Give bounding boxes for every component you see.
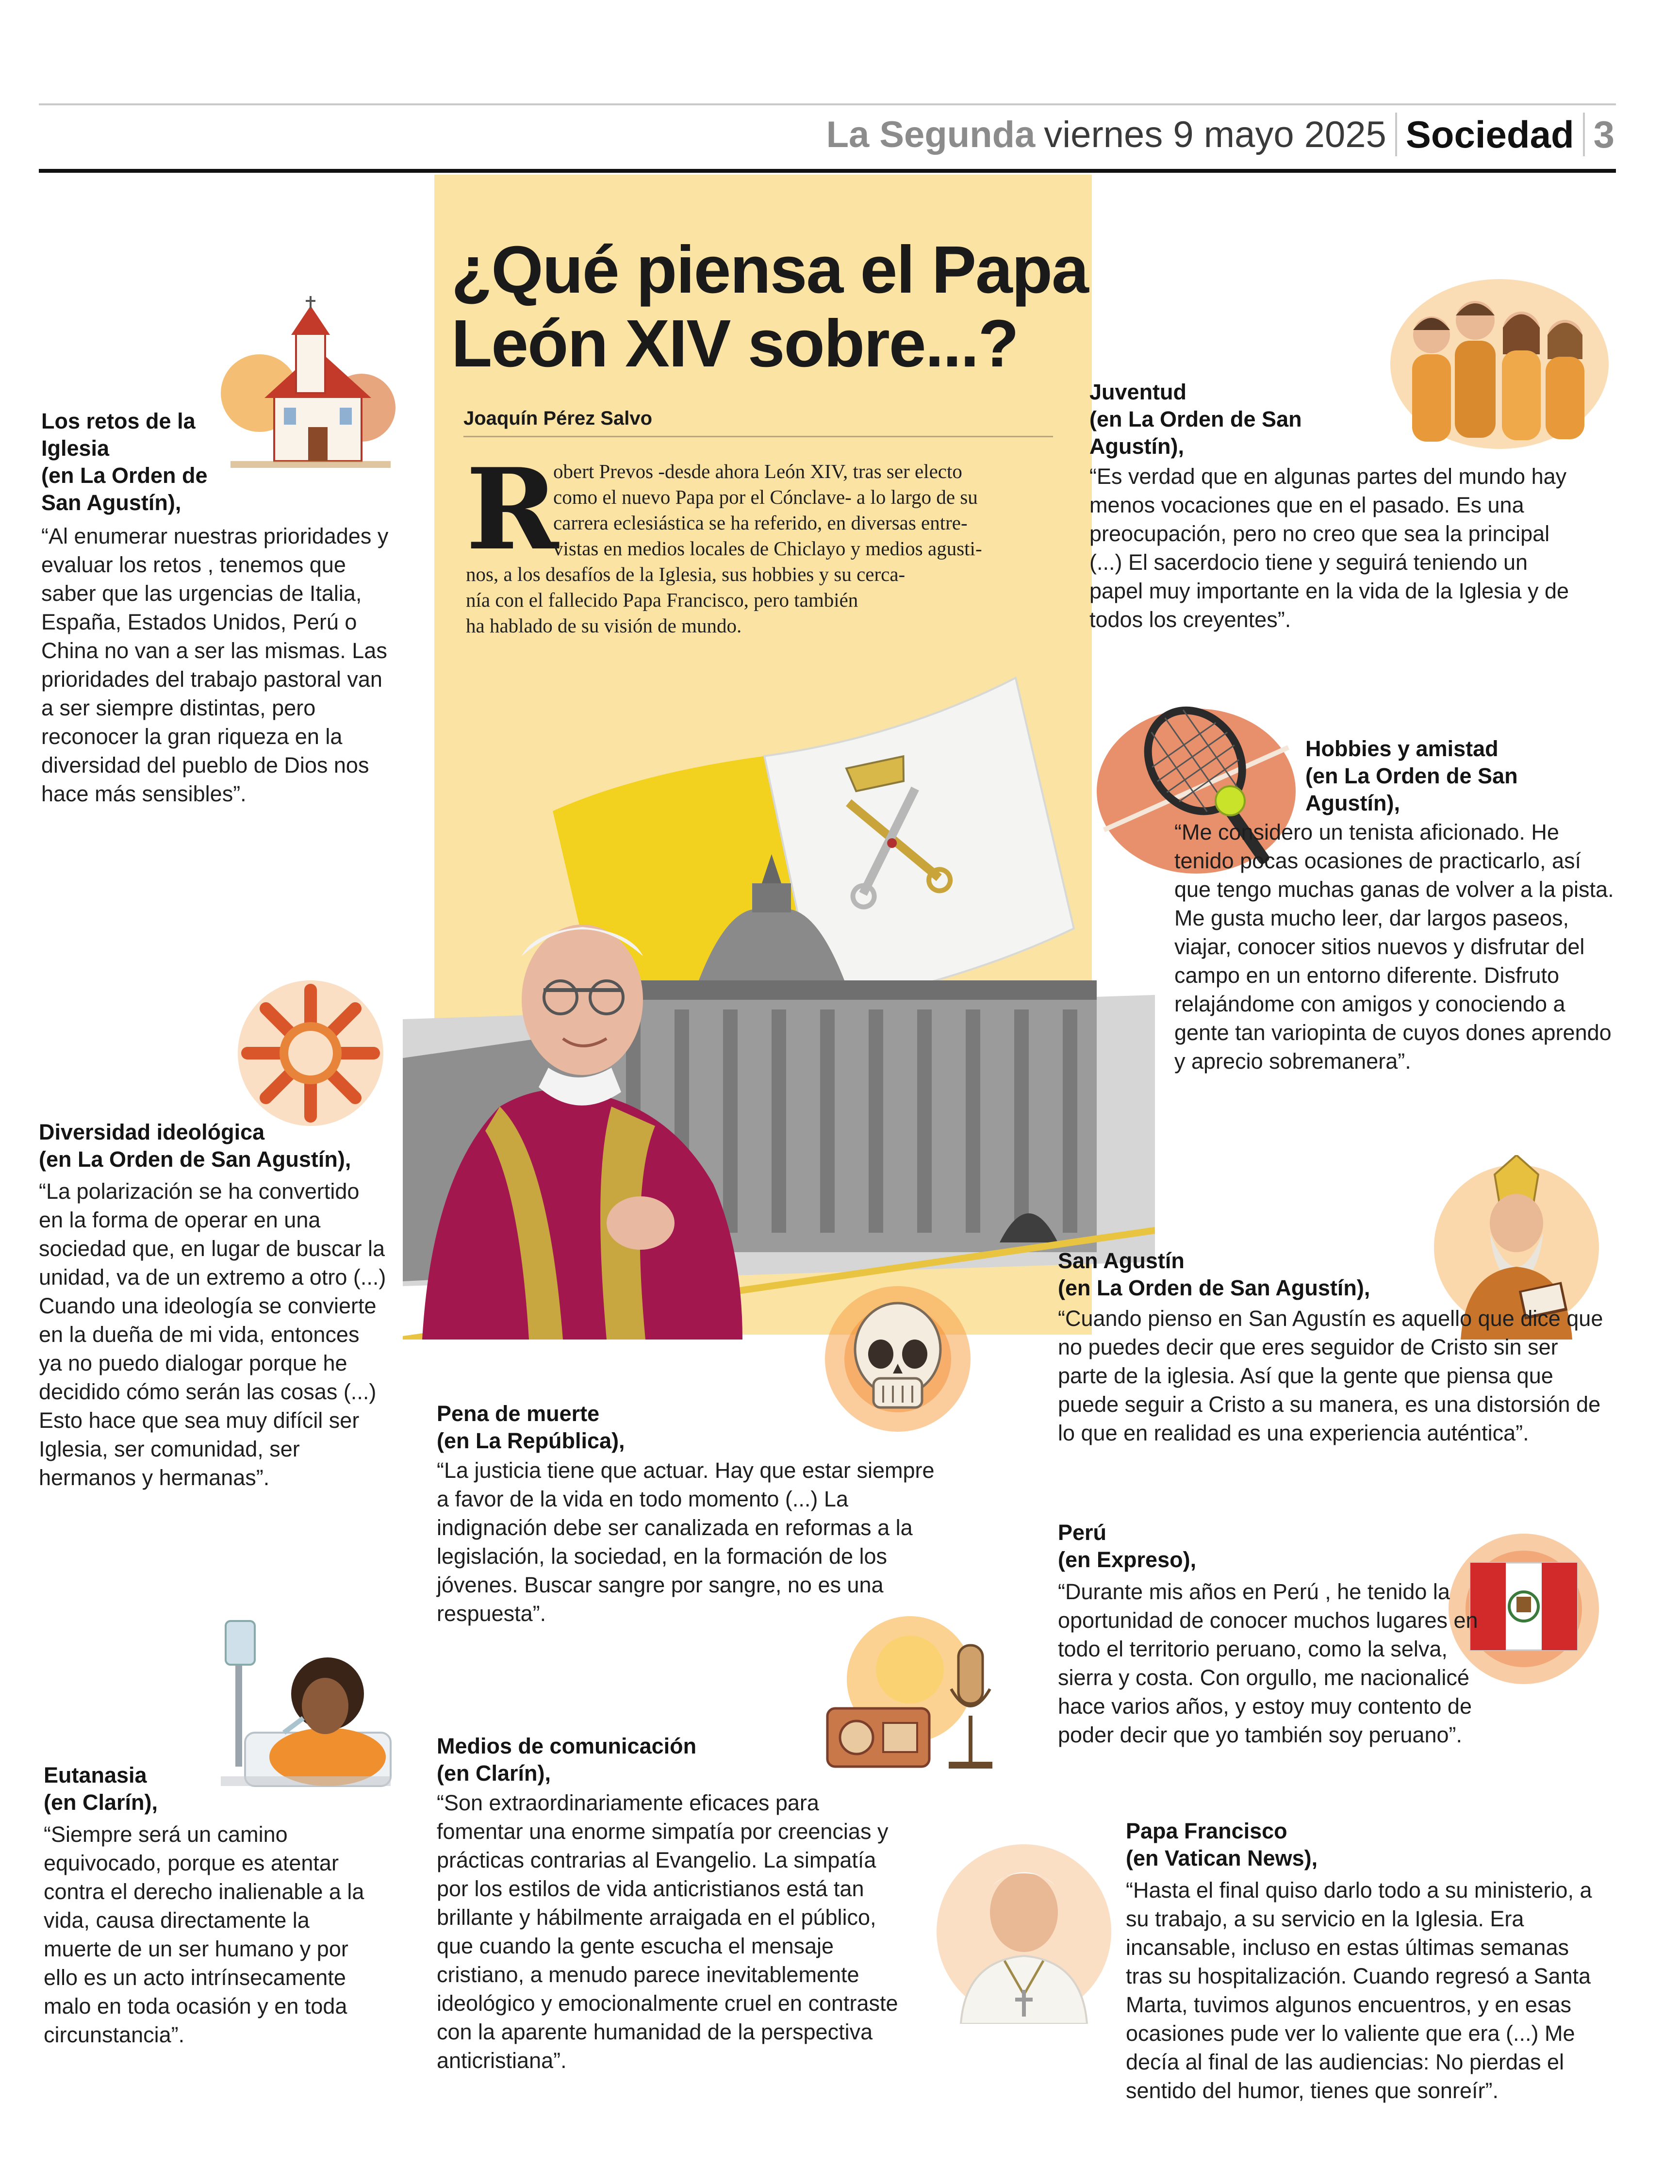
intro-line: nos, a los desafíos de la Iglesia, sus hobbies y su cerca- <box>466 563 906 585</box>
page-number: 3 <box>1593 113 1614 156</box>
section-title-francisco: Papa Francisco (en Vatican News), <box>1126 1819 1318 1870</box>
intro-line: como el nuevo Papa por el Cónclave- a lo largo de su <box>553 486 978 508</box>
intro-line: ha hablado de su visión de mundo. <box>466 614 742 637</box>
drop-cap: R <box>466 444 559 575</box>
skull-icon <box>820 1281 975 1441</box>
section-title-diversidad: Diversidad ideológica (en La Orden de San Agustín), <box>39 1120 351 1172</box>
section-name: Sociedad <box>1405 113 1574 156</box>
hands-circle-icon <box>228 971 393 1136</box>
section-quote-pena-muerte: “La justicia tiene que actuar. Hay que estar siempre a favor de la vida en todo momento (...) La indignación debe ser canalizada en reformas a la legislación, la sociedad, en la formación de los jóvenes. Buscar sangre por sangre, no es una respuesta”. <box>437 1458 935 1626</box>
intro-line: carrera eclesiástica se ha referido, en diversas entre- <box>553 512 968 534</box>
byline-rule <box>463 436 1053 437</box>
headline: ¿Qué piensa el Papa León XIV sobre...? <box>451 232 1088 381</box>
section-quote-peru: “Durante mis años en Perú , he tenido la oportunidad de conocer muchos lugares en todo el territorio peruano, como la selva, sierra y costa. Con orgullo, me nacionalicé hace varios años, y estoy muy contento de poder decir que yo también soy peruano”. <box>1058 1579 1478 1747</box>
byline: Joaquín Pérez Salvo <box>463 408 653 429</box>
intro-line: obert Prevos -desde ahora León XIV, tras ser electo <box>553 460 962 482</box>
masthead-top-rule <box>39 103 1616 105</box>
section-title-hobbies: Hobbies y amistad (en La Orden de San Agustín), <box>1305 736 1518 815</box>
section-title-peru: Perú (en Expreso), <box>1058 1520 1197 1572</box>
section-title-retos: Los retos de la Iglesia (en La Orden de San Agustín), <box>41 409 208 515</box>
section-quote-francisco: “Hasta el final quiso darlo todo a su ministerio, a su trabajo, a su servicio en la Iglesia. Era incansable, incluso en estas últimas semanas tras su hospitalización. Cuando regresó a Santa Marta, tuvimos algunos encuentros, y en esas ocasiones pude ver lo valiente que era (...) Me decía al final de las audiencias: No pierdas el sentido del humor, tienes que sonreír”. <box>1126 1878 1592 2103</box>
section-quote-eutanasia: “Siempre será un camino equivocado, porque es atentar contra el derecho inalienable a la vida, causa directamente la muerte de un ser humano y por ello es un acto intrínsecamente malo en toda ocasión y en toda circunstancia”. <box>44 1822 364 2047</box>
section-title-pena-muerte: Pena de muerte (en La República), <box>437 1401 625 1453</box>
masthead-separator <box>1395 113 1397 156</box>
intro-line: nía con el fallecido Papa Francisco, pero también <box>466 589 858 611</box>
hospital-patient-icon <box>216 1611 395 1801</box>
masthead-bottom-rule <box>39 169 1616 173</box>
youth-group-icon <box>1388 267 1611 451</box>
pope-francis-icon <box>932 1839 1116 2024</box>
section-quote-diversidad: “La polarización se ha convertido en la forma de operar en una sociedad que, en lugar de buscar la unidad, va de un extremo a otro (...) Cuando una ideología se convierte en la dueña de mi vida, entonces ya no puedo dialogar porque he decidido cómo serán las cosas (...) Esto hace que sea muy difícil ser Iglesia, ser comunidad, ser hermanos y hermanas”. <box>39 1179 386 1490</box>
section-quote-hobbies: “Me considero un tenista aficionado. He tenido pocas ocasiones de practicarlo, así que tengo muchas ganas de volver a la pista. Me gusta mucho leer, dar largos paseos, viajar, conocer sitios nuevos y disfrutar del campo en un entorno diferente. Disfruto relajándome con amigos y conociendo a gente tan variopinta de cuyos dones aprendo y aprecio sobremanera”. <box>1174 820 1614 1074</box>
publication-name: La Segunda <box>826 114 1036 155</box>
church-icon <box>221 296 395 476</box>
section-quote-medios: “Son extraordinariamente eficaces para fomentar una enorme simpatía por creencias y prácticas contrarias al Evangelio. La simpatía por los estilos de vida anticristianos está tan brillante y hábilmente arraigada en el público, que cuando la gente escucha el mensaje cristiano, a menudo parece inevitablemente ideológico y emocionalmente cruel en contraste con la aparente humanidad de la perspectiva anticristiana”. <box>437 1790 898 2073</box>
publication-date: viernes 9 mayo 2025 <box>1044 114 1386 155</box>
intro-line: vistas en medios locales de Chiclayo y medios agusti- <box>553 537 982 560</box>
masthead <box>826 108 1614 161</box>
section-quote-hobbies-lead <box>1174 818 1618 1075</box>
section-quote-juventud: “Es verdad que en algunas partes del mundo hay menos vocaciones que en el pasado. Es una preocupación, pero no creo que sea la principal (...) El sacerdocio tiene y seguirá teniendo un papel muy importante en la vida de la Iglesia y de todos los creyentes”. <box>1089 464 1569 632</box>
section-quote-retos: “Al enumerar nuestras prioridades y evaluar los retos , tenemos que saber que las urgencias de Italia, España, Estados Unidos, Perú o China no van a ser las mismas. Las prioridades del trabajo pastoral van a ser siempre distintas, pero reconocer la gran riqueza en la diversidad del pueblo de Dios nos hace más sensibles”. <box>41 524 389 806</box>
radio-microphone-icon <box>818 1616 1002 1776</box>
section-title-san-agustin: San Agustín (en La Orden de San Agustín), <box>1058 1248 1370 1300</box>
masthead-separator <box>1583 113 1585 156</box>
section-title-medios: Medios de comunicación (en Clarín), <box>437 1734 697 1786</box>
section-title-eutanasia: Eutanasia (en Clarín), <box>44 1763 158 1815</box>
pope-leo-photo <box>403 641 1155 1340</box>
section-title-juventud: Juventud (en La Orden de San Agustín), <box>1089 380 1302 459</box>
section-quote-san-agustin: “Cuando pienso en San Agustín es aquello que dice que no puedes decir que eres seguidor de Cristo sin ser parte de la iglesia. Así que la gente que piensa que puede seguir a Cristo a su manera, es una distorsión de lo que en realidad es una experiencia auténtica”. <box>1058 1306 1603 1445</box>
